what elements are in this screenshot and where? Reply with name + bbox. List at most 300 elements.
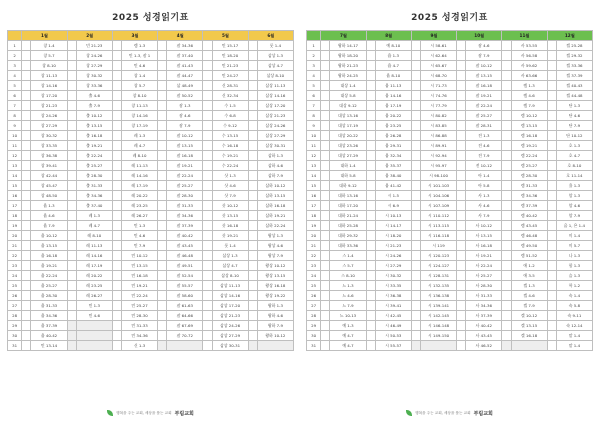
check-box[interactable] bbox=[547, 141, 556, 151]
check-box[interactable] bbox=[457, 181, 466, 191]
check-box[interactable] bbox=[248, 241, 257, 251]
check-box[interactable] bbox=[411, 161, 420, 171]
check-box[interactable] bbox=[502, 41, 511, 51]
check-box[interactable] bbox=[502, 71, 511, 81]
check-box[interactable] bbox=[67, 201, 76, 211]
check-box[interactable] bbox=[366, 241, 375, 251]
check-box[interactable] bbox=[248, 141, 257, 151]
check-box[interactable] bbox=[411, 271, 420, 281]
check-box[interactable] bbox=[22, 301, 31, 311]
check-box[interactable] bbox=[248, 111, 257, 121]
check-box[interactable] bbox=[203, 321, 212, 331]
check-box[interactable] bbox=[112, 291, 121, 301]
check-box[interactable] bbox=[248, 131, 257, 141]
check-box[interactable] bbox=[366, 271, 375, 281]
check-box[interactable] bbox=[502, 161, 511, 171]
check-box[interactable] bbox=[547, 231, 556, 241]
check-box[interactable] bbox=[502, 131, 511, 141]
check-box[interactable] bbox=[457, 171, 466, 181]
check-box[interactable] bbox=[547, 291, 556, 301]
check-box[interactable] bbox=[321, 141, 330, 151]
check-box[interactable] bbox=[411, 111, 420, 121]
check-box[interactable] bbox=[22, 221, 31, 231]
check-box[interactable] bbox=[457, 71, 466, 81]
check-box[interactable] bbox=[112, 111, 121, 121]
check-box[interactable] bbox=[411, 211, 420, 221]
check-box[interactable] bbox=[22, 201, 31, 211]
check-box[interactable] bbox=[248, 281, 257, 291]
check-box[interactable] bbox=[67, 91, 76, 101]
check-box[interactable] bbox=[366, 291, 375, 301]
check-box[interactable] bbox=[67, 251, 76, 261]
check-box[interactable] bbox=[502, 211, 511, 221]
check-box[interactable] bbox=[411, 151, 420, 161]
check-box[interactable] bbox=[547, 211, 556, 221]
check-box[interactable] bbox=[366, 51, 375, 61]
check-box[interactable] bbox=[22, 161, 31, 171]
check-box[interactable] bbox=[158, 131, 167, 141]
check-box[interactable] bbox=[248, 201, 257, 211]
check-box[interactable] bbox=[411, 301, 420, 311]
check-box[interactable] bbox=[112, 171, 121, 181]
check-box[interactable] bbox=[366, 101, 375, 111]
check-box[interactable] bbox=[366, 251, 375, 261]
check-box[interactable] bbox=[158, 331, 167, 341]
check-box[interactable] bbox=[203, 221, 212, 231]
check-box[interactable] bbox=[67, 281, 76, 291]
check-box[interactable] bbox=[366, 121, 375, 131]
check-box[interactable] bbox=[67, 181, 76, 191]
check-box[interactable] bbox=[248, 171, 257, 181]
check-box[interactable] bbox=[411, 101, 420, 111]
check-box[interactable] bbox=[321, 161, 330, 171]
check-box[interactable] bbox=[547, 181, 556, 191]
check-box[interactable] bbox=[547, 301, 556, 311]
check-box[interactable] bbox=[112, 301, 121, 311]
check-box[interactable] bbox=[158, 301, 167, 311]
check-box[interactable] bbox=[158, 111, 167, 121]
check-box[interactable] bbox=[321, 51, 330, 61]
check-box[interactable] bbox=[22, 111, 31, 121]
check-box[interactable] bbox=[203, 171, 212, 181]
check-box[interactable] bbox=[67, 101, 76, 111]
check-box[interactable] bbox=[158, 91, 167, 101]
check-box[interactable] bbox=[457, 331, 466, 341]
check-box[interactable] bbox=[67, 51, 76, 61]
check-box[interactable] bbox=[248, 191, 257, 201]
check-box[interactable] bbox=[502, 101, 511, 111]
check-box[interactable] bbox=[366, 71, 375, 81]
check-box[interactable] bbox=[67, 111, 76, 121]
check-box[interactable] bbox=[248, 291, 257, 301]
check-box[interactable] bbox=[112, 241, 121, 251]
check-box[interactable] bbox=[248, 311, 257, 321]
check-box[interactable] bbox=[112, 51, 121, 61]
check-box[interactable] bbox=[158, 51, 167, 61]
check-box[interactable] bbox=[158, 141, 167, 151]
check-box[interactable] bbox=[457, 281, 466, 291]
check-box[interactable] bbox=[67, 221, 76, 231]
check-box[interactable] bbox=[411, 141, 420, 151]
check-box[interactable] bbox=[547, 241, 556, 251]
check-box[interactable] bbox=[22, 101, 31, 111]
check-box[interactable] bbox=[22, 91, 31, 101]
check-box[interactable] bbox=[67, 151, 76, 161]
check-box[interactable] bbox=[457, 51, 466, 61]
check-box[interactable] bbox=[321, 81, 330, 91]
check-box[interactable] bbox=[248, 51, 257, 61]
check-box[interactable] bbox=[22, 331, 31, 341]
check-box[interactable] bbox=[67, 191, 76, 201]
check-box[interactable] bbox=[321, 341, 330, 351]
check-box[interactable] bbox=[321, 61, 330, 71]
check-box[interactable] bbox=[547, 91, 556, 101]
check-box[interactable] bbox=[248, 331, 257, 341]
check-box[interactable] bbox=[321, 111, 330, 121]
check-box[interactable] bbox=[366, 131, 375, 141]
check-box[interactable] bbox=[411, 191, 420, 201]
check-box[interactable] bbox=[502, 251, 511, 261]
check-box[interactable] bbox=[158, 181, 167, 191]
check-box[interactable] bbox=[158, 291, 167, 301]
check-box[interactable] bbox=[248, 301, 257, 311]
check-box[interactable] bbox=[22, 71, 31, 81]
check-box[interactable] bbox=[502, 121, 511, 131]
check-box[interactable] bbox=[502, 111, 511, 121]
check-box[interactable] bbox=[203, 81, 212, 91]
check-box[interactable] bbox=[22, 51, 31, 61]
check-box[interactable] bbox=[203, 211, 212, 221]
check-box[interactable] bbox=[502, 171, 511, 181]
check-box[interactable] bbox=[321, 261, 330, 271]
check-box[interactable] bbox=[411, 281, 420, 291]
check-box[interactable] bbox=[22, 61, 31, 71]
check-box[interactable] bbox=[457, 301, 466, 311]
check-box[interactable] bbox=[203, 191, 212, 201]
check-box[interactable] bbox=[321, 251, 330, 261]
check-box[interactable] bbox=[366, 91, 375, 101]
check-box[interactable] bbox=[248, 211, 257, 221]
check-box[interactable] bbox=[321, 101, 330, 111]
check-box[interactable] bbox=[112, 281, 121, 291]
check-box[interactable] bbox=[457, 201, 466, 211]
check-box[interactable] bbox=[502, 321, 511, 331]
check-box[interactable] bbox=[547, 251, 556, 261]
check-box[interactable] bbox=[321, 211, 330, 221]
check-box[interactable] bbox=[321, 221, 330, 231]
check-box[interactable] bbox=[547, 281, 556, 291]
check-box[interactable] bbox=[112, 161, 121, 171]
check-box[interactable] bbox=[22, 321, 31, 331]
check-box[interactable] bbox=[366, 141, 375, 151]
check-box[interactable] bbox=[203, 71, 212, 81]
check-box[interactable] bbox=[203, 91, 212, 101]
check-box[interactable] bbox=[457, 61, 466, 71]
check-box[interactable] bbox=[158, 201, 167, 211]
check-box[interactable] bbox=[366, 331, 375, 341]
check-box[interactable] bbox=[112, 231, 121, 241]
check-box[interactable] bbox=[502, 221, 511, 231]
check-box[interactable] bbox=[112, 71, 121, 81]
check-box[interactable] bbox=[457, 311, 466, 321]
check-box[interactable] bbox=[366, 231, 375, 241]
check-box[interactable] bbox=[502, 141, 511, 151]
check-box[interactable] bbox=[248, 101, 257, 111]
check-box[interactable] bbox=[411, 91, 420, 101]
check-box[interactable] bbox=[321, 71, 330, 81]
check-box[interactable] bbox=[321, 311, 330, 321]
check-box[interactable] bbox=[112, 81, 121, 91]
check-box[interactable] bbox=[457, 131, 466, 141]
check-box[interactable] bbox=[248, 251, 257, 261]
check-box[interactable] bbox=[457, 111, 466, 121]
check-box[interactable] bbox=[248, 321, 257, 331]
check-box[interactable] bbox=[67, 131, 76, 141]
check-box[interactable] bbox=[203, 281, 212, 291]
check-box[interactable] bbox=[112, 321, 121, 331]
check-box[interactable] bbox=[22, 281, 31, 291]
check-box[interactable] bbox=[411, 331, 420, 341]
check-box[interactable] bbox=[457, 211, 466, 221]
check-box[interactable] bbox=[502, 281, 511, 291]
check-box[interactable] bbox=[158, 211, 167, 221]
check-box[interactable] bbox=[67, 301, 76, 311]
check-box[interactable] bbox=[547, 201, 556, 211]
check-box[interactable] bbox=[547, 121, 556, 131]
check-box[interactable] bbox=[67, 41, 76, 51]
check-box[interactable] bbox=[457, 291, 466, 301]
check-box[interactable] bbox=[411, 311, 420, 321]
check-box[interactable] bbox=[457, 91, 466, 101]
check-box[interactable] bbox=[67, 291, 76, 301]
check-box[interactable] bbox=[67, 211, 76, 221]
check-box[interactable] bbox=[158, 171, 167, 181]
check-box[interactable] bbox=[22, 271, 31, 281]
check-box[interactable] bbox=[158, 81, 167, 91]
check-box[interactable] bbox=[248, 121, 257, 131]
check-box[interactable] bbox=[547, 101, 556, 111]
check-box[interactable] bbox=[457, 261, 466, 271]
check-box[interactable] bbox=[457, 191, 466, 201]
check-box[interactable] bbox=[22, 131, 31, 141]
check-box[interactable] bbox=[203, 271, 212, 281]
check-box[interactable] bbox=[411, 231, 420, 241]
check-box[interactable] bbox=[366, 301, 375, 311]
check-box[interactable] bbox=[366, 321, 375, 331]
check-box[interactable] bbox=[203, 261, 212, 271]
check-box[interactable] bbox=[547, 81, 556, 91]
check-box[interactable] bbox=[67, 311, 76, 321]
check-box[interactable] bbox=[502, 151, 511, 161]
check-box[interactable] bbox=[248, 231, 257, 241]
check-box[interactable] bbox=[248, 61, 257, 71]
check-box[interactable] bbox=[547, 261, 556, 271]
check-box[interactable] bbox=[547, 41, 556, 51]
check-box[interactable] bbox=[502, 231, 511, 241]
check-box[interactable] bbox=[112, 61, 121, 71]
check-box[interactable] bbox=[366, 201, 375, 211]
check-box[interactable] bbox=[366, 341, 375, 351]
check-box[interactable] bbox=[457, 101, 466, 111]
check-box[interactable] bbox=[321, 281, 330, 291]
check-box[interactable] bbox=[22, 311, 31, 321]
check-box[interactable] bbox=[158, 41, 167, 51]
check-box[interactable] bbox=[158, 271, 167, 281]
check-box[interactable] bbox=[547, 271, 556, 281]
check-box[interactable] bbox=[457, 41, 466, 51]
check-box[interactable] bbox=[112, 251, 121, 261]
check-box[interactable] bbox=[203, 131, 212, 141]
check-box[interactable] bbox=[502, 201, 511, 211]
check-box[interactable] bbox=[411, 81, 420, 91]
check-box[interactable] bbox=[547, 111, 556, 121]
check-box[interactable] bbox=[547, 321, 556, 331]
check-box[interactable] bbox=[203, 341, 212, 351]
check-box[interactable] bbox=[67, 241, 76, 251]
check-box[interactable] bbox=[547, 61, 556, 71]
check-box[interactable] bbox=[411, 131, 420, 141]
check-box[interactable] bbox=[411, 201, 420, 211]
check-box[interactable] bbox=[502, 331, 511, 341]
check-box[interactable] bbox=[457, 241, 466, 251]
check-box[interactable] bbox=[321, 171, 330, 181]
check-box[interactable] bbox=[547, 161, 556, 171]
check-box[interactable] bbox=[67, 61, 76, 71]
check-box[interactable] bbox=[366, 41, 375, 51]
check-box[interactable] bbox=[158, 251, 167, 261]
check-box[interactable] bbox=[502, 301, 511, 311]
check-box[interactable] bbox=[22, 191, 31, 201]
check-box[interactable] bbox=[203, 111, 212, 121]
check-box[interactable] bbox=[547, 131, 556, 141]
check-box[interactable] bbox=[321, 271, 330, 281]
check-box[interactable] bbox=[547, 171, 556, 181]
check-box[interactable] bbox=[158, 221, 167, 231]
check-box[interactable] bbox=[411, 291, 420, 301]
check-box[interactable] bbox=[67, 271, 76, 281]
check-box[interactable] bbox=[457, 321, 466, 331]
check-box[interactable] bbox=[67, 81, 76, 91]
check-box[interactable] bbox=[158, 231, 167, 241]
check-box[interactable] bbox=[547, 331, 556, 341]
check-box[interactable] bbox=[502, 81, 511, 91]
check-box[interactable] bbox=[158, 321, 167, 331]
check-box[interactable] bbox=[203, 101, 212, 111]
check-box[interactable] bbox=[502, 291, 511, 301]
check-box[interactable] bbox=[248, 221, 257, 231]
check-box[interactable] bbox=[411, 181, 420, 191]
check-box[interactable] bbox=[67, 161, 76, 171]
check-box[interactable] bbox=[112, 131, 121, 141]
check-box[interactable] bbox=[547, 71, 556, 81]
check-box[interactable] bbox=[321, 241, 330, 251]
check-box[interactable] bbox=[203, 41, 212, 51]
check-box[interactable] bbox=[502, 61, 511, 71]
check-box[interactable] bbox=[22, 41, 31, 51]
check-box[interactable] bbox=[321, 41, 330, 51]
check-box[interactable] bbox=[158, 191, 167, 201]
check-box[interactable] bbox=[203, 301, 212, 311]
check-box[interactable] bbox=[366, 61, 375, 71]
check-box[interactable] bbox=[321, 131, 330, 141]
check-box[interactable] bbox=[112, 221, 121, 231]
check-box[interactable] bbox=[158, 71, 167, 81]
check-box[interactable] bbox=[457, 151, 466, 161]
check-box[interactable] bbox=[112, 331, 121, 341]
check-box[interactable] bbox=[67, 171, 76, 181]
check-box[interactable] bbox=[158, 281, 167, 291]
check-box[interactable] bbox=[248, 151, 257, 161]
check-box[interactable] bbox=[411, 321, 420, 331]
check-box[interactable] bbox=[112, 191, 121, 201]
check-box[interactable] bbox=[411, 251, 420, 261]
check-box[interactable] bbox=[502, 191, 511, 201]
check-box[interactable] bbox=[321, 331, 330, 341]
check-box[interactable] bbox=[547, 191, 556, 201]
check-box[interactable] bbox=[67, 231, 76, 241]
check-box[interactable] bbox=[547, 51, 556, 61]
check-box[interactable] bbox=[321, 231, 330, 241]
check-box[interactable] bbox=[112, 141, 121, 151]
check-box[interactable] bbox=[22, 151, 31, 161]
check-box[interactable] bbox=[203, 181, 212, 191]
check-box[interactable] bbox=[112, 211, 121, 221]
check-box[interactable] bbox=[22, 251, 31, 261]
check-box[interactable] bbox=[158, 261, 167, 271]
check-box[interactable] bbox=[411, 71, 420, 81]
check-box[interactable] bbox=[203, 291, 212, 301]
check-box[interactable] bbox=[321, 201, 330, 211]
check-box[interactable] bbox=[321, 121, 330, 131]
check-box[interactable] bbox=[158, 61, 167, 71]
check-box[interactable] bbox=[22, 181, 31, 191]
check-box[interactable] bbox=[203, 231, 212, 241]
check-box[interactable] bbox=[22, 291, 31, 301]
check-box[interactable] bbox=[547, 311, 556, 321]
check-box[interactable] bbox=[547, 151, 556, 161]
check-box[interactable] bbox=[411, 121, 420, 131]
check-box[interactable] bbox=[248, 271, 257, 281]
check-box[interactable] bbox=[502, 241, 511, 251]
check-box[interactable] bbox=[321, 91, 330, 101]
check-box[interactable] bbox=[366, 161, 375, 171]
check-box[interactable] bbox=[112, 181, 121, 191]
check-box[interactable] bbox=[158, 121, 167, 131]
check-box[interactable] bbox=[112, 151, 121, 161]
check-box[interactable] bbox=[502, 271, 511, 281]
check-box[interactable] bbox=[203, 121, 212, 131]
check-box[interactable] bbox=[366, 211, 375, 221]
check-box[interactable] bbox=[457, 251, 466, 261]
check-box[interactable] bbox=[158, 101, 167, 111]
check-box[interactable] bbox=[502, 181, 511, 191]
check-box[interactable] bbox=[112, 101, 121, 111]
check-box[interactable] bbox=[366, 281, 375, 291]
check-box[interactable] bbox=[112, 261, 121, 271]
check-box[interactable] bbox=[112, 341, 121, 351]
check-box[interactable] bbox=[158, 161, 167, 171]
check-box[interactable] bbox=[22, 261, 31, 271]
check-box[interactable] bbox=[22, 341, 31, 351]
check-box[interactable] bbox=[457, 221, 466, 231]
check-box[interactable] bbox=[203, 311, 212, 321]
check-box[interactable] bbox=[203, 141, 212, 151]
check-box[interactable] bbox=[248, 81, 257, 91]
check-box[interactable] bbox=[248, 261, 257, 271]
check-box[interactable] bbox=[457, 81, 466, 91]
check-box[interactable] bbox=[22, 171, 31, 181]
check-box[interactable] bbox=[203, 331, 212, 341]
